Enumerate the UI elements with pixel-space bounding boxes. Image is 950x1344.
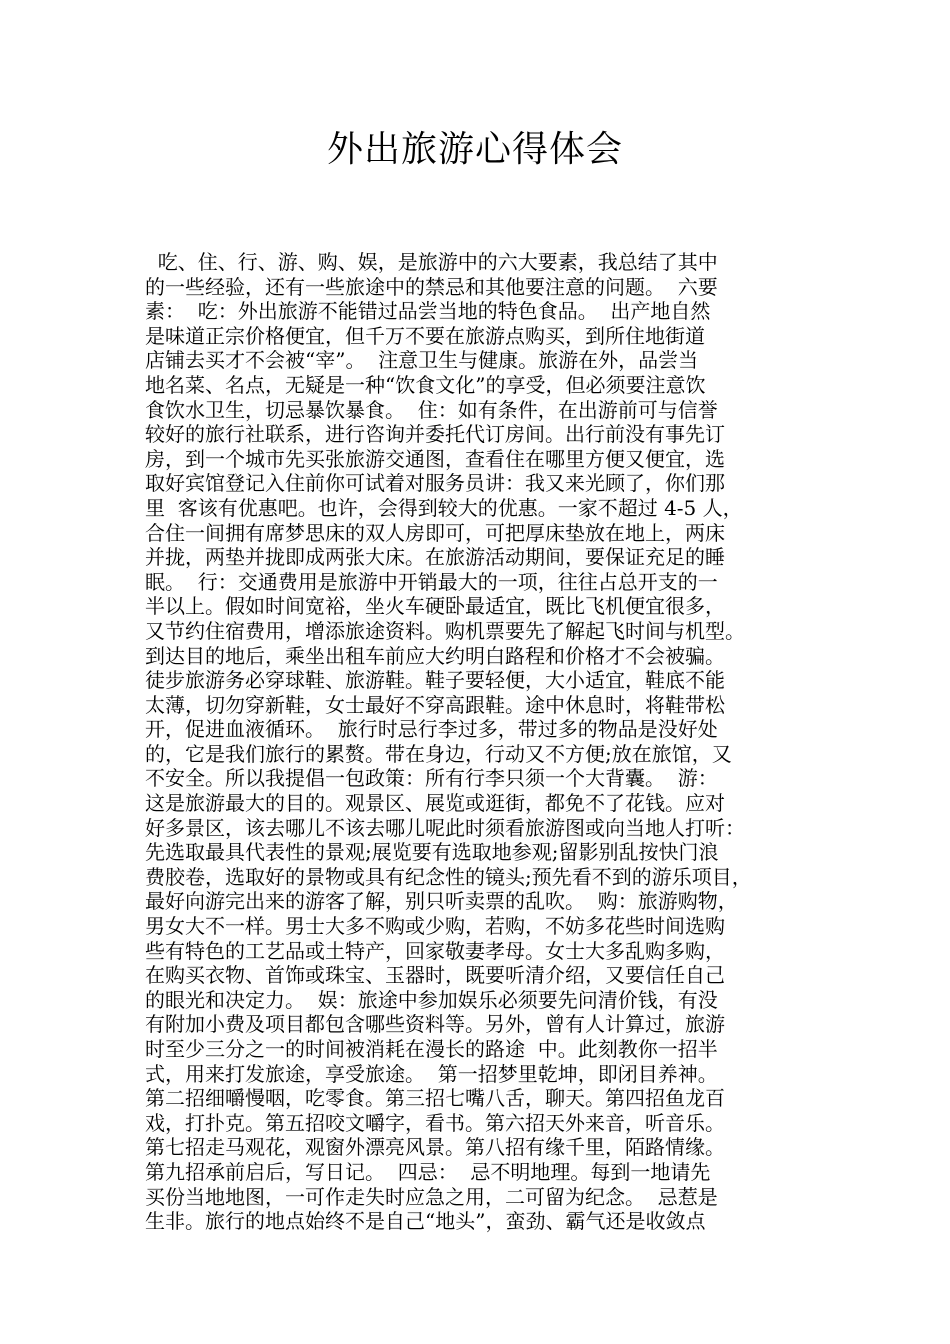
- body-line: 是味道正宗价格便宜，但千万不要在旅游点购买，到所住地街道: [145, 323, 705, 348]
- body-line: 素： 吃：外出旅游不能错过品尝当地的特色食品。 出产地自然: [145, 299, 711, 324]
- body-line: 先选取最具代表性的景观;展览要有选取地参观;留影别乱按快门浪: [145, 840, 719, 865]
- body-line: 的，它是我们旅行的累赘。带在身边，行动又不方便;放在旅馆，又: [145, 741, 732, 766]
- body-line: 好多景区，该去哪儿不该去哪儿呢此时须看旅游图或向当地人打听：: [145, 815, 745, 840]
- body-line: 费胶卷，选取好的景物或具有纪念性的镜头;预先看不到的游乐项目，: [145, 864, 752, 889]
- body-line: 在购买衣物、首饰或珠宝、玉器时，既要听清介绍，又要信任自己: [145, 963, 725, 988]
- body-line: 吃、住、行、游、购、娱，是旅游中的六大要素，我总结了其中: [145, 250, 718, 274]
- body-line: 时至少三分之一的时间被消耗在漫长的路途 中。此刻教你一招半: [145, 1037, 718, 1061]
- document-title: 外出旅游心得体会: [326, 129, 623, 170]
- body-line: 买份当地地图，一可作走失时应急之用，二可留为纪念。 忌惹是: [145, 1184, 718, 1209]
- body-line: 有附加小费及项目都包含哪些资料等。另外，曾有人计算过，旅游: [145, 1012, 725, 1037]
- body-line: 开，促进血液循环。 旅行时忌行李过多，带过多的物品是没好处: [145, 717, 718, 742]
- body-line: 食饮水卫生，切忌暴饮暴食。 住：如有条件，在出游前可与信誉: [145, 397, 718, 422]
- body-line: 合住一间拥有席梦思床的双人房即可，可把厚床垫放在地上，两床: [145, 520, 725, 545]
- body-line: 地名菜、名点，无疑是一种“饮食文化”的享受，但必须要注意饮: [145, 372, 706, 397]
- body-line: 式，用来打发旅途，享受旅途。 第一招梦里乾坤，即闭目养神。: [145, 1061, 718, 1086]
- body-line: 戏，打扑克。第五招咬文嚼字，看书。第六招天外来音，听音乐。: [145, 1110, 725, 1135]
- body-line: 并拢，两垫并拢即成两张大床。在旅游活动期间，要保证充足的睡: [145, 545, 725, 570]
- body-line: 第九招承前启后，写日记。 四忌： 忌不明地理。每到一地请先: [145, 1159, 711, 1184]
- body-line: 太薄，切勿穿新鞋，女士最好不穿高跟鞋。途中休息时，将鞋带松: [145, 692, 725, 717]
- body-line: 些有特色的工艺品或土特产，回家敬妻孝母。女士大多乱购多购，: [145, 938, 725, 963]
- body-line: 不安全。所以我提倡一包政策：所有行李只须一个大背囊。 游：: [145, 766, 718, 791]
- body-line: 的一些经验，还有一些旅途中的禁忌和其他要注意的问题。 六要: [145, 274, 718, 299]
- body-line: 眠。 行：交通费用是旅游中开销最大的一项，往往占总开支的一: [145, 569, 718, 594]
- body-line: 里 客该有优惠吧。也许，会得到较大的优惠。一家不超过 4-5 人，: [145, 495, 743, 520]
- body-line: 这是旅游最大的目的。观景区、展览或逛街，都免不了花钱。应对: [145, 791, 725, 816]
- body-line: 取好宾馆登记入住前你可试着对服务员讲：我又来光顾了，你们那: [145, 471, 725, 496]
- body-line: 徒步旅游务必穿球鞋、旅游鞋。鞋子要轻便，大小适宜，鞋底不能: [145, 668, 725, 693]
- body-line: 第七招走马观花，观窗外漂亮风景。第八招有缘千里，陌路情缘。: [145, 1135, 725, 1160]
- body-line: 第二招细嚼慢咽，吃零食。第三招七嘴八舌，聊天。第四招鱼龙百: [145, 1086, 725, 1111]
- body-line: 男女大不一样。男士大多不购或少购，若购，不妨多花些时间选购: [145, 914, 725, 939]
- document-body: [145, 250, 825, 1234]
- body-line: 生非。旅行的地点始终不是自己“地头”，蛮劲、霸气还是收敛点: [145, 1209, 706, 1234]
- body-line: 到达目的地后，乘坐出租车前应大约明白路程和价格才不会被骗。: [145, 643, 725, 668]
- body-line: 最好向游完出来的游客了解，别只听卖票的乱吹。 购：旅游购物，: [145, 889, 738, 914]
- body-line: 的眼光和决定力。 娱：旅途中参加娱乐必须要先问清价钱，有没: [145, 987, 718, 1012]
- body-line: 店铺去买才不会被“宰”。 注意卫生与健康。旅游在外，品尝当: [145, 348, 699, 373]
- body-line: 较好的旅行社联系，进行咨询并委托代订房间。出行前没有事先订: [145, 422, 725, 447]
- body-line: 房，到一个城市先买张旅游交通图，查看住在哪里方便又便宜，选: [145, 446, 725, 471]
- body-line: 又节约住宿费用，增添旅途资料。购机票要先了解起飞时间与机型。: [145, 618, 745, 643]
- body-line: 半以上。假如时间宽裕，坐火车硬卧最适宜，既比飞机便宜很多，: [145, 594, 725, 619]
